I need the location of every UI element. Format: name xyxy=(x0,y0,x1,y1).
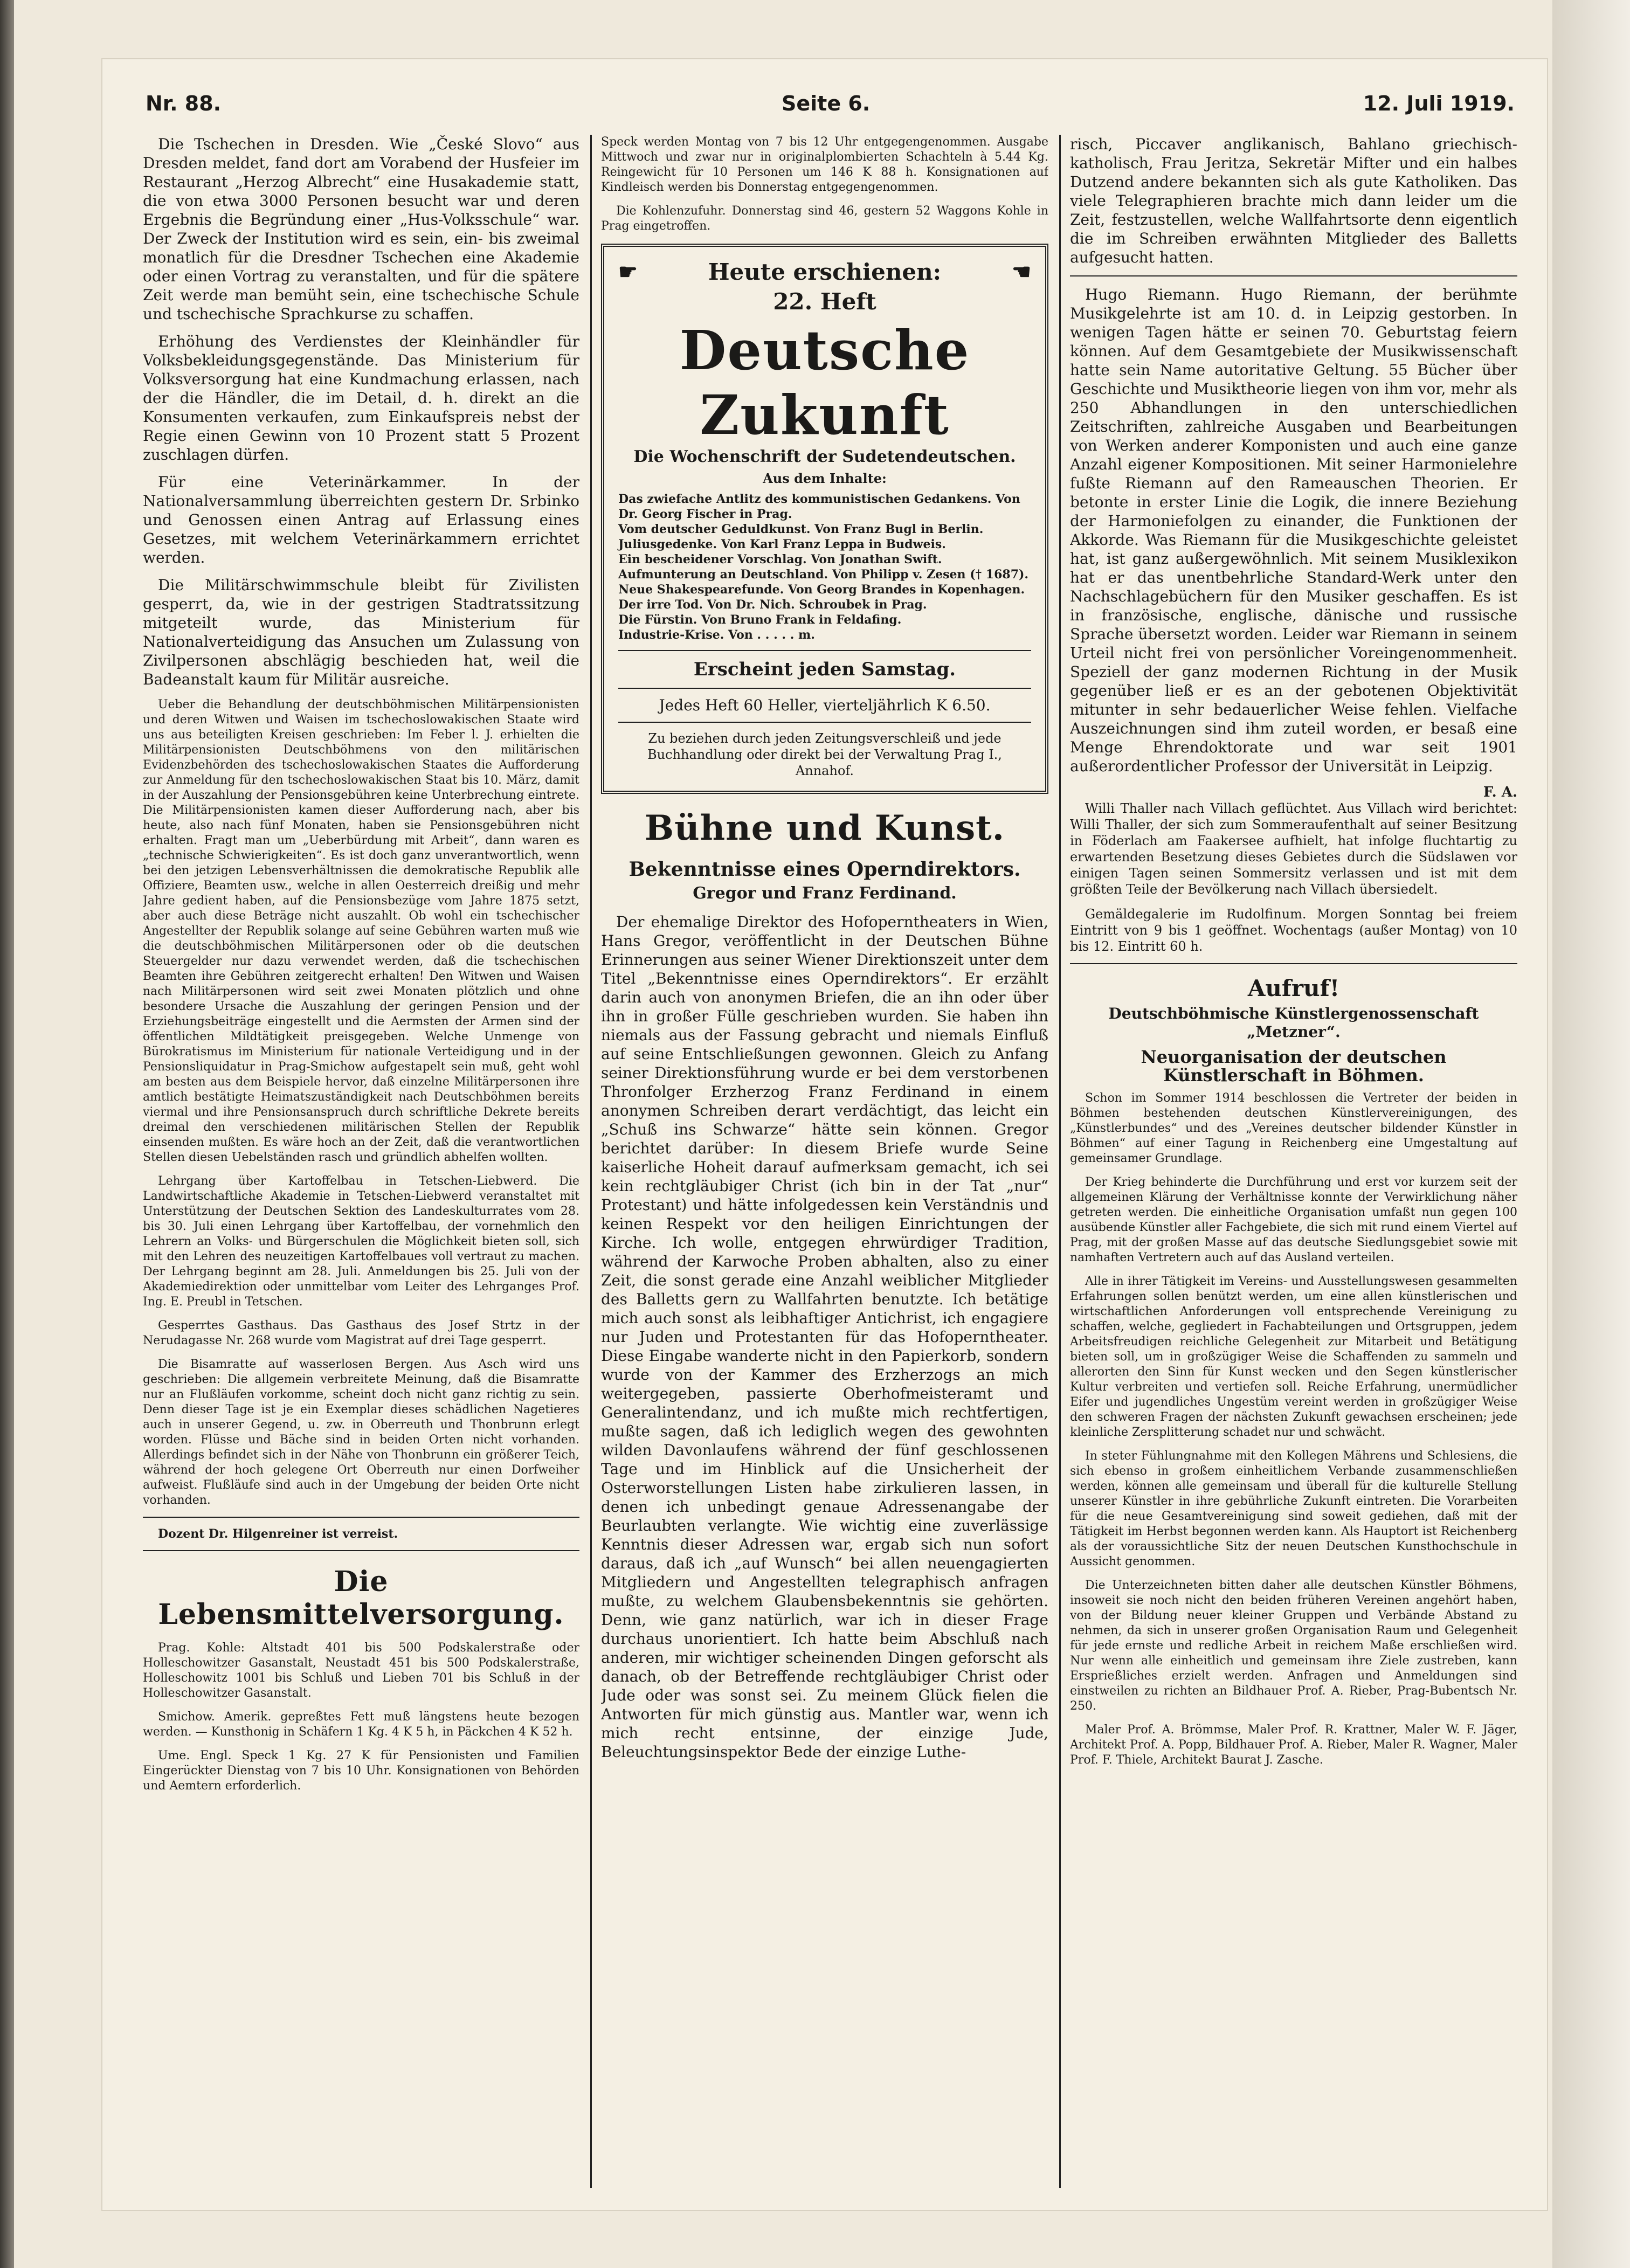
ad-subtitle: Die Wochenschrift der Sudetendeutschen. xyxy=(633,447,1016,466)
paper-sheet xyxy=(102,59,1547,2210)
issue-number: Nr. 88. xyxy=(146,92,222,115)
aufruf-paragraph: Die Unterzeichneten bitten daher alle deutschen Künstler Böhmens, insoweit sie noch nicht den beiden früheren Vereinen angehört haben, von der Bildung neuer kleiner Gruppen und Verbände Abstand zu nehmen, da sich in unserer großen Organisation Raum und Gelegenheit für jede ernste und redliche Arbeit in reichem Maße erschließen wird. Nur wenn alle einheitlich und gemeinsam ihre Ziele zustreben, kann Ersprießliches erzielt werden. Anfragen und Anmeldungen sind einstweilen zu richten an Bildhauer Prof. A. Rieber, Prag-Bubentsch Nr. 250. xyxy=(1070,1579,1517,1713)
ad-item: Der irre Tod. Von Dr. Nich. Schroubek in Prag. xyxy=(618,598,927,612)
ad-announce-row xyxy=(618,259,1031,285)
ad-item: Industrie-Krise. Von . . . . . m. xyxy=(618,628,815,642)
separator xyxy=(143,1550,579,1551)
scan-edge xyxy=(0,0,14,2268)
ad-divider xyxy=(618,688,1031,689)
column-divider xyxy=(1059,135,1061,2188)
ad-item: Neue Shakespearefunde. Von Georg Brandes in Kopenhagen. xyxy=(618,583,1025,597)
scan-margin xyxy=(1552,0,1630,2268)
ad-order-info: Zu beziehen durch jeden Zeitungsverschleiß und jede Buchhandlung oder direkt bei der Verwaltung Prag I., Annahof. xyxy=(647,731,1002,778)
article-riemann: Hugo Riemann. Hugo Riemann, der berühmte Musikgelehrte ist am 10. d. in Leipzig gestorben. In wenigen Tagen hätte er seinen 70. Geburtstag feiern können. Auf dem Gesamtgebiete der Musikwissenschaft hatte sein Name autoritative Geltung. 55 Bücher über Geschichte und Musiktheorie liegen von ihm vor, mehr als 250 Abhandlungen in den unterschiedlichen Zeitschriften, zahlreiche Ausgaben und Bearbeitungen von Werken anderer Komponisten und auch eine ganze Anzahl eigener Kompositionen. Mit seiner Harmonielehre fußte Riemann auf den Rameauschen Theorien. Er betonte in erster Linie die Logik, die innere Beziehung der Harmoniefolgen zu einander, die Funktionen der Akkorde. Was Riemann für die Musikgeschichte geleistet hat, ist ganz außergewöhnlich. Mit seinem Musiklexikon hat er das unentbehrliche Standard-Werk unter den Nachschlagebüchern für den Musiker geschaffen. Es ist in französische, englische, dänische und russische Sprache übersetzt worden. Leider war Riemann in seinem Urteil nicht frei von persönlicher Voreingenommenheit. Speziell der ganz modernen Richtung in der Musik gegenüber ließ er es an der gebotenen Objektivität mitunter in sehr bedauerlicher Weise fehlen. Vielfache Auszeichnungen sind ihm zuteil worden, er besaß eine Menge Ehrendoktorate und war seit 1901 außerordentlicher Professor der Universität in Leipzig. xyxy=(1070,286,1517,775)
separator xyxy=(1070,275,1517,276)
column-divider xyxy=(590,135,592,2188)
ad-announce: Heute erschienen: xyxy=(708,259,942,285)
ad-title: Deutsche Zukunft xyxy=(679,319,970,447)
aufruf-paragraph: Alle in ihrer Tätigkeit im Vereins- und Ausstellungswesen gesammelten Erfahrungen sollen benützt werden, um eine allen künstlerischen und wirtschaftlichen Anforderungen voll entsprechende Vereinigung zu schaffen, welche, gegliedert in Fachabteilungen und Ortsgruppen, jedem Arbeitsfreudigen reichliche Gelegenheit zur Mitarbeit und Betätigung bieten soll, um in großzügiger Weise die Schaffenden zu sammeln und allerorten den Sinn für Kunst wecken und den Segen künstlerischer Kultur verbreiten und vertiefen soll. Reiche Erfahrung, unermüdlicher Eifer und jugendliches Ungestüm vereint werden in großzügiger Weise den schweren Fragen der nächsten Zukunft gewachsen erscheinen; jede kleinliche Zersplitterung schadet nur und schwächt. xyxy=(1070,1275,1517,1439)
article-signature: F. A. xyxy=(1483,784,1517,800)
article-thaller: Willi Thaller nach Villach geflüchtet. Aus Villach wird berichtet: Willi Thaller, der sich zum Sommeraufenthalt auf seiner Besitzung in Föderlach am Faakersee aufhielt, hat infolge fluchtartig zu erwartenden Besetzung dieses Gebietes durch die Südslawen vor einigen Tagen seinen Sommersitz verlassen und ist mit dem größten Teile der Bevölkerung nach Villach übersiedelt. xyxy=(1070,801,1517,897)
ad-item: Vom deutscher Geduldkunst. Von Franz Bugl in Berlin. xyxy=(618,522,984,536)
notice-kohle: Prag. Kohle: Altstadt 401 bis 500 Podskalerstraße oder Holleschowitzer Gasanstalt, Neustadt 451 bis 500 Podskalerstraße, Holleschowitz 1001 bis Schluß und Lieben 701 bis Schluß in der Holleschowitzer Gasanstalt. xyxy=(143,1641,579,1700)
article-kleinhaendler: Erhöhung des Verdienstes der Kleinhändler für Volksbekleidungsgegenstände. Das Ministerium für Volksversorgung hat eine Kundmachung erlassen, nach der die Händler, die im Detail, d. h. direkt an die Konsumenten verkaufen, zum Einkaufspreis nebst der Regie einen Gewinn von 10 Prozent statt 5 Prozent zuschlagen dürfen. xyxy=(143,333,579,464)
ad-contents-label: Aus dem Inhalte: xyxy=(763,471,887,486)
notice-smichow: Smichow. Amerik. gepreßtes Fett muß längstens heute bezogen werden. — Kunsthonig in Schäfern 1 Kg. 4 K 5 h, in Päckchen 4 K 52 h. xyxy=(143,1710,579,1739)
article-militaerpensionisten: Ueber die Behandlung der deutschböhmischen Militärpensionisten und deren Witwen und Waisen im tschechoslowakischen Staate wird uns aus beteiligten Kreisen geschrieben: Im Feber l. J. erhielten die Militärpensionisten Deutschböhmens von den militärischen Evidenzbehörden des tschechoslowakischen Staates die Aufforderung zur Anmeldung für den tschechoslowakischen Staat bis 10. März, damit in der Auszahlung der Pensionsgebühren keine Unterbrechung eintrete. Die Militärpensionisten kamen dieser Aufforderung nach, aber bis heute, also nach fünf Monaten, haben sie Pensionsgebühren nicht erhalten. Fragt man um „Ueberbürdung mit Arbeit“, dann waren es „technische Schwierigkeiten“. Es ist doch ganz unverantwortlich, wenn bei den jetzigen Lebensverhältnissen die demokratische Republik alle Offiziere, Beamten usw., welche in allen Oesterreich dreißig und mehr Jahre gedient haben, auf die Pensionsbezüge vom Jahre 1875 setzt, aber auch diese Beträge nicht auszahlt. Ob wohl ein tschechischer Angestellter der Republik solange auf seine Gebühren warten muß wie die deutschböhmischen Militärpersonen oder ob die deutschen Steuergelder nur dazu verwendet werden, daß die tschechischen Beamten ihre Gebühren zeitgerecht erhalten! Den Witwen und Waisen nach Militärpersonen wird seit zwei Monaten plötzlich und ohne besondere Ursache die Auszahlung der geringen Pension und der Erziehungsbeiträge eingestellt und die Aermsten der Armen sind der öffentlichen Mildtätigkeit preisgegeben. Welche Unmenge von Bürokratismus im Ministerium für nationale Verteidigung und in der Pensionsliquidatur in Prag-Smichow aufgestapelt sein muß, geht wohl am besten aus dem Beispiele hervor, daß einzelne Militärpersonen ihre amtlich bestätigte Heimatszuständigkeit nach Deutschböhmen bereits viermal und ihre Pensionsanspruch durch schriftliche Dekrete bereits dreimal den verschiedenen militärischen Stellen der Republik einsenden mußten. Es wäre hoch an der Zeit, daß die verantwortlichen Stellen diesen Uebelständen rasch und gründlich abhelfen wollten. xyxy=(143,698,579,1164)
article-title: Bekenntnisse eines Operndirektors. xyxy=(628,858,1021,881)
ad-item: Das zwiefache Antlitz des kommunistischen Gedankens. Von Dr. Georg Fischer in Prag. xyxy=(618,492,1020,521)
advertisement-deutsche-zukunft xyxy=(601,244,1048,794)
ad-divider xyxy=(618,650,1031,651)
article-kartoffelbau: Lehrgang über Kartoffelbau in Tetschen-Liebwerd. Die Landwirtschaftliche Akademie in Tetschen-Liebwerd veranstaltet mit Unterstützung der Deutschen Sektion des Landeskulturrates vom 28. bis 30. Juli einen Lehrgang über Kartoffelbau, der vornehmlich den Lehrern an Volks- und Bürgerschulen die Möglichkeit bieten soll, sich mit den Lehren des neuzeitigen Kartoffelbaues voll vertraut zu machen. Der Lehrgang beginnt am 28. Juli. Anmeldungen bis 25. Juli von der Akademiedirektion oder unmittelbar vom Leiter des Lehrganges Prof. Ing. E. Preubl in Tetschen. xyxy=(143,1174,579,1309)
ad-price: Jedes Heft 60 Heller, vierteljährlich K 6.50. xyxy=(659,696,991,714)
aufruf-paragraph: Schon im Sommer 1914 beschlossen die Vertreter der beiden in Böhmen bestehenden deutschen Künstlervereinigungen, des „Künstlerbundes“ und des „Vereines deutscher bildender Künstler in Böhmen“ auf einer Tagung in Reichenberg eine Umgestaltung auf gemeinsamer Grundlage. xyxy=(1070,1091,1517,1165)
ad-divider xyxy=(618,722,1031,723)
reorganization-heading: Neuorganisation der deutschen Künstlerschaft in Böhmen. xyxy=(1141,1047,1447,1085)
notice-kohlenzufuhr: Die Kohlenzufuhr. Donnerstag sind 46, gestern 52 Waggons Kohle in Prag eingetroffen. xyxy=(601,204,1048,233)
aufruf-paragraph: Der Krieg behinderte die Durchführung und erst vor kurzem seit der allgemeinen Klärung der Verhältnisse konnte der Verwirklichung näher getreten werden. Die einheitliche Organisation umfaßt nun gegen 100 ausübende Künstler aller Fachgebiete, die sich mit rund einem Viertel auf Prag, mit der großen Masse auf das deutsche Siedlungsgebiet sowie mit namhaften Vertretern auch auf das Ausland verteilen. xyxy=(1070,1176,1517,1264)
article-gemaeldegalerie: Gemäldegalerie im Rudolfinum. Morgen Sonntag bei freiem Eintritt von 9 bis 1 geöffnet. Wochentags (außer Montag) von 10 bis 12. Eintritt 60 h. xyxy=(1070,907,1517,954)
column-1 xyxy=(143,135,579,2188)
aufruf-heading: Aufruf! xyxy=(1247,975,1340,1001)
pointing-hand-icon: ☛ xyxy=(618,259,638,285)
pointing-hand-icon: ☚ xyxy=(1012,259,1031,285)
page-header xyxy=(146,75,1515,124)
article-operndirektor-text: Der ehemalige Direktor des Hofoperntheaters in Wien, Hans Gregor, veröffentlicht in der Deutschen Bühne Erinnerungen aus seiner Wiener Direktionszeit unter dem Titel „Bekenntnisse eines Operndirektors“. Er erzählt darin auch von anonymen Briefen, die an ihn oder über ihn in großer Fülle geschrieben wurden. Sie haben ihn niemals aus der Fassung gebracht und niemals Einfluß auf seine Entschließungen gewonnen. Gleich zu Anfang seiner Direktionsführung wurde er bei dem verstorbenen Thronfolger Erzherzog Franz Ferdinand in einem anonymen Schreiben derart verdächtigt, das leicht ein „Schuß ins Schwarze“ hätte sein können. Gregor berichtet darüber: In diesem Briefe wurde Seine kaiserliche Hoheit darauf aufmerksam gemacht, ich sei kein rechtgläubiger Christ (ich bin in der Tat „nur“ Protestant) und hätte infolgedessen kein Verständnis und keinen Respekt vor den heiligen Einrichtungen der Kirche. Ich wolle, entgegen ehrwürdiger Tradition, während der Karwoche Proben abhalten, also zu einer Zeit, die sonst gerade eine Anzahl weiblicher Mitglieder des Balletts gern zu Wallfahrten benutzte. Ich betätige mich auch sonst als leibhaftiger Antichrist, ich engagiere nur Juden und Protestanten für das Hofoperntheater. Diese Eingabe wanderte nicht in den Papierkorb, sondern wurde von der Kammer des Erzherzogs an mich weitergegeben, passierte Oberhofmeisteramt und Generalintendanz, und ich mußte mich rechtfertigen, mußte sagen, daß ich lediglich wegen des gewohnten wilden Davonlaufens während der fünf geschlossenen Tage und im Hinblick auf die Unsicherheit der Osterworstellungen Listen habe zirkulieren lassen, in denen ich unbedingt genaue Adressenangabe der Beurlaubten verlangte. Wie wichtig eine zuverlässige Kenntnis dieser Adressen war, ergab sich nun sofort daraus, daß ich „auf Wunsch“ bei allen neuengagierten Mitgliedern und Angestellten telegraphisch anfragen mußte, zu welchem Glaubensbekenntnis sie gehörten. Denn, wie ganz natürlich, war ich in dieser Frage durchaus unorientiert. Ich hatte beim Abschluß nach anderen, mir wichtiger scheinenden Dingen geforscht als danach, ob der Betreffende rechtgläubiger Christ oder Jude oder was sonst sei. Zu meinem Glück fielen die Antworten für mich günstig aus. Mantler war, wenn ich mich recht entsinne, der einzige Jude, Beleuchtungsinspektor Bede der einzige Luthe- xyxy=(601,913,1048,1761)
separator xyxy=(143,1517,579,1518)
page-number: Seite 6. xyxy=(782,92,871,115)
section-heading-lebensmittel: Die Lebensmittelversorgung. xyxy=(158,1565,564,1631)
article-gasthaus: Gesperrtes Gasthaus. Das Gasthaus des Josef Strtz in der Nerudagasse Nr. 268 wurde vom Magistrat auf drei Tage gesperrt. xyxy=(143,1319,579,1347)
notice-speck: Ume. Engl. Speck 1 Kg. 27 K für Pensionisten und Familien Eingerückter Dienstag von 7 bis 10 Uhr. Konsignationen von Behörden und Aemtern erforderlich. xyxy=(143,1749,579,1793)
article-militaerschwimmschule: Die Militärschwimmschule bleibt für Zivilisten gesperrt, da, wie in der gestrigen Stadtratssitzung mitgeteilt wurde, das Ministerium für Nationalverteidigung das Ansuchen um Zulassung von Zivilpersonen abschlägig beschieden hat, weil die Badeanstalt kaum für Militär ausreiche. xyxy=(143,576,579,688)
association-name: Deutschböhmische Künstlergenossenschaft „Metzner“. xyxy=(1108,1005,1479,1041)
aufruf-paragraph: In steter Fühlungnahme mit den Kollegen Mährens und Schlesiens, die sich ebenso in großem einheitlichem Verbande zusammenschließen werden, können alle gemeinsam und überall für die kulturelle Stellung unserer Künstler in ihre gebührliche Zukunft eintreten. Die Vorarbeiten für die neue Gesamtvereinigung sind soweit gediehen, daß mit der Tätigkeit im Herbst begonnen werden kann. Als Hauptort ist Reichenberg als der voraussichtliche Sitz der neuen Deutschen Kunsthochschule in Aussicht genommen. xyxy=(1070,1449,1517,1568)
aufruf-signers: Maler Prof. A. Brömmse, Maler Prof. R. Krattner, Maler W. F. Jäger, Architekt Prof. A. Popp, Bildhauer Prof. A. Rieber, Maler R. Wagner, Maler Prof. F. Thiele, Architekt Baurat J. Zasche. xyxy=(1070,1723,1517,1767)
column-2 xyxy=(601,135,1048,2188)
column-3 xyxy=(1070,135,1517,2188)
ad-item: Juliusgedenke. Von Karl Franz Leppa in Budweis. xyxy=(618,537,946,551)
article-hilgenreiner: Dozent Dr. Hilgenreiner ist verreist. xyxy=(158,1527,398,1541)
ad-item: Ein bescheidener Vorschlag. Von Jonathan Swift. xyxy=(618,552,942,566)
article-bisamratte: Die Bisamratte auf wasserlosen Bergen. Aus Asch wird uns geschrieben: Die allgemein verbreitete Meinung, daß die Bisamratte nur an Flußläufen vorkomme, scheint doch nicht ganz richtig zu sein. Denn dieser Tage ist je ein Exemplar dieses schädlichen Nagetieres auch in unserer Gegend, u. zw. in Oberreuth und Thonbrunn erlegt worden. Flüsse und Bäche sind in beiden Orten nicht vorhanden. Allerdings befindet sich in der Nähe von Thonbrunn ein größerer Teich, während der hoch gelegene Ort Oberreuth nur einen Dorfweiher aufweist. Flußläufe sind auch in der Umgebung der beiden Orte nicht vorhanden. xyxy=(143,1358,579,1507)
article-subtitle: Gregor und Franz Ferdinand. xyxy=(693,884,957,903)
article-tschechen-dresden: Die Tschechen in Dresden. Wie „České Slovo“ aus Dresden meldet, fand dort am Vorabend der Husfeier im Restaurant „Herzog Albrecht“ eine Husakademie statt, die von etwa 3000 Personen besucht war und deren Ergebnis die Begründung einer „Hus-Volksschule“ war. Der Zweck der Institution wird es sein, ein- bis zweimal monatlich für die Dresdner Tschechen eine Akademie oder einen Vortrag zu veranstalten, und für die spätere Zeit werde man bemüht sein, eine tschechische Schule und tschechische Sprachkurse zu schaffen. xyxy=(143,135,579,323)
article-veterinaerkammer: Für eine Veterinärkammer. In der Nationalversammlung überreichten gestern Dr. Srbinko und Genossen einen Antrag auf Erlassung eines Gesetzes, mit welchem Veterinärkammern errichtet werden. xyxy=(143,473,579,566)
notice-speck-cont: Speck werden Montag von 7 bis 12 Uhr entgegengenommen. Ausgabe Mittwoch und zwar nur in originalplombierten Schachteln à 5.44 Kg. Reingewicht für 10 Personen um 146 K 88 h. Konsignationen auf Kindleisch werden bis Donnerstag entgegengenommen. xyxy=(601,135,1048,194)
article-operndirektor-cont: risch, Piccaver anglikanisch, Bahlano griechisch-katholisch, Frau Jeritza, Sekretär Mifter und ein halbes Dutzend andere bekannten sich als gute Katholiken. Das viele Telegraphieren brachte mich dann leider um die Zeit, festzustellen, welche Wallfahrtsorte denn eigentlich die im Schreiben erwähnten Mitglieder des Balletts aufgesucht hatten. xyxy=(1070,135,1517,266)
separator xyxy=(1070,963,1517,964)
ad-item: Aufmunterung an Deutschland. Von Philipp v. Zesen († 1687). xyxy=(618,568,1029,582)
ad-frequency: Erscheint jeden Samstag. xyxy=(693,659,956,680)
section-heading-buehne-kunst: Bühne und Kunst. xyxy=(645,808,1005,848)
issue-date: 12. Juli 1919. xyxy=(1363,92,1515,115)
ad-issue: 22. Heft xyxy=(773,288,876,315)
ad-item: Die Fürstin. Von Bruno Frank in Feldafing. xyxy=(618,613,902,627)
